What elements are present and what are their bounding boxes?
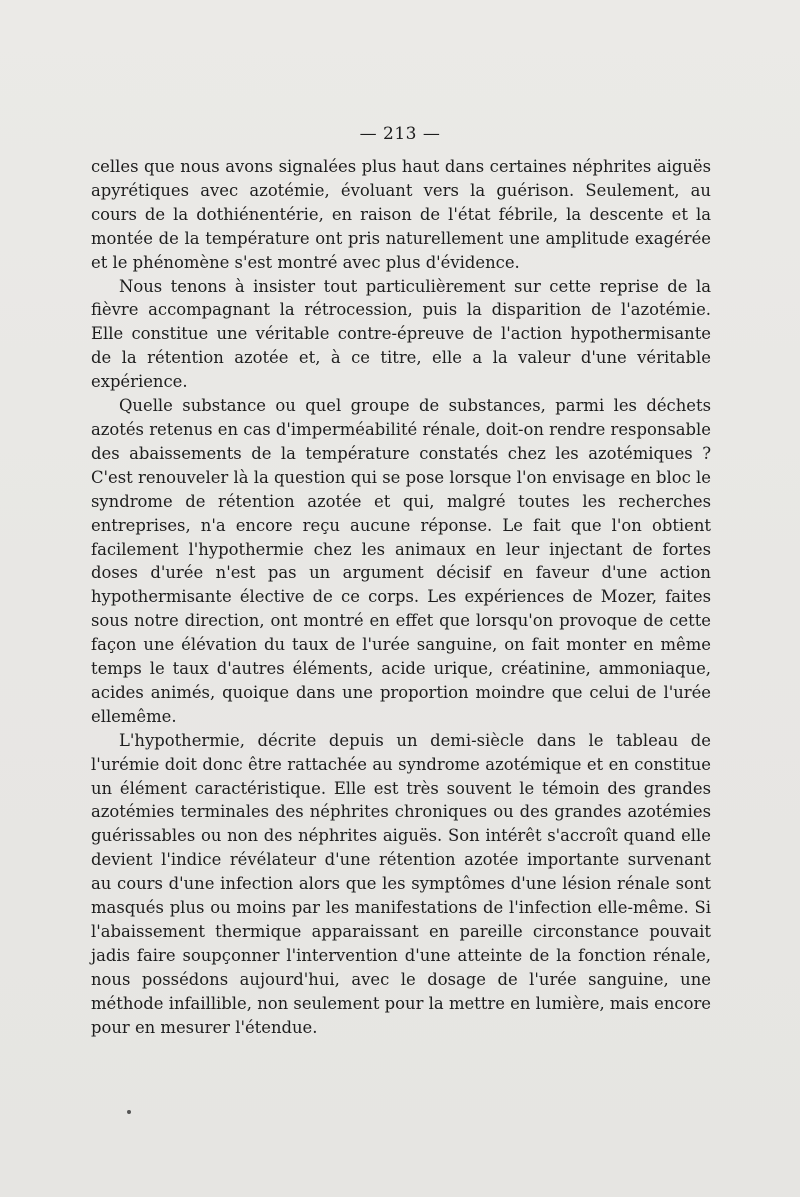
page-number: — 213 — <box>359 124 441 144</box>
paragraph: L'hypothermie, décrite depuis un demi-siècle dans le tableau de l'urémie doit donc être rattachée au syndrome azotémique et en constitue un élément caractéristique. Elle est très souvent le témoin des grandes azotémies terminales des néphrites chroniques ou des grandes azotémies guérissables ou non des néphrites aiguës. Son intérêt s'accroît quand elle devient l'indice révélateur d'une rétention azotée importante survenant au cours d'une infection alors que les symptômes d'une lésion rénale sont masqués plus ou moins par les manifestations de l'infection elle-même. Si l'abaissement thermique apparaissant en pareille circonstance pouvait jadis faire soupçonner l'intervention d'une atteinte de la fonction rénale, nous possédons aujourd'hui, avec le dosage de l'urée sanguine, une méthode infaillible, non seulement pour la mettre en lumière, mais encore pour en mesurer l'étendue. <box>91 730 711 1037</box>
paragraph: Quelle substance ou quel groupe de substances, parmi les déchets azotés retenus en cas d'imperméabilité rénale, doit-on rendre responsable des abaissements de la température constatés chez les azotémiques ? C'est renouveler là la question qui se pose lorsque l'on envisage en bloc le syndrome de rétention azotée et qui, malgré toutes les recherches entreprises, n'a encore reçu aucune réponse. Le fait que l'on obtient facilement l'hypothermie chez les animaux en leur injectant de fortes doses d'urée n'est pas un argument décisif en faveur d'une action hypothermisante élective de ce corps. Les expériences de Mozer, faites sous notre direction, ont montré en effet que lorsqu'on provoque de cette façon une élévation du taux de l'urée sanguine, on fait monter en même temps le taux d'autres éléments, acide urique, créatinine, ammoniaque, acides animés, quoique dans une proportion moindre que celui de l'urée ellemême. <box>91 396 711 726</box>
paper-speck <box>127 1110 131 1114</box>
paragraph: Nous tenons à insister tout particulièrement sur cette reprise de la fièvre accompagnant la rétrocession, puis la disparition de l'azotémie. Elle constitue une véritable contre-épreuve de l'action hypothermisante de la rétention azotée et, à ce titre, elle a la valeur d'une véritable expérience. <box>91 276 711 392</box>
paragraph-continued: celles que nous avons signalées plus haut dans certaines néphrites aiguës apyrétiques avec azotémie, évoluant vers la guérison. Seulement, au cours de la dothiénentérie, en raison de l'état fébrile, la descente et la montée de la température ont pris naturellement une amplitude exagérée et le phénomène s'est montré avec plus d'évidence. <box>91 157 711 272</box>
text-body <box>91 155 711 1040</box>
